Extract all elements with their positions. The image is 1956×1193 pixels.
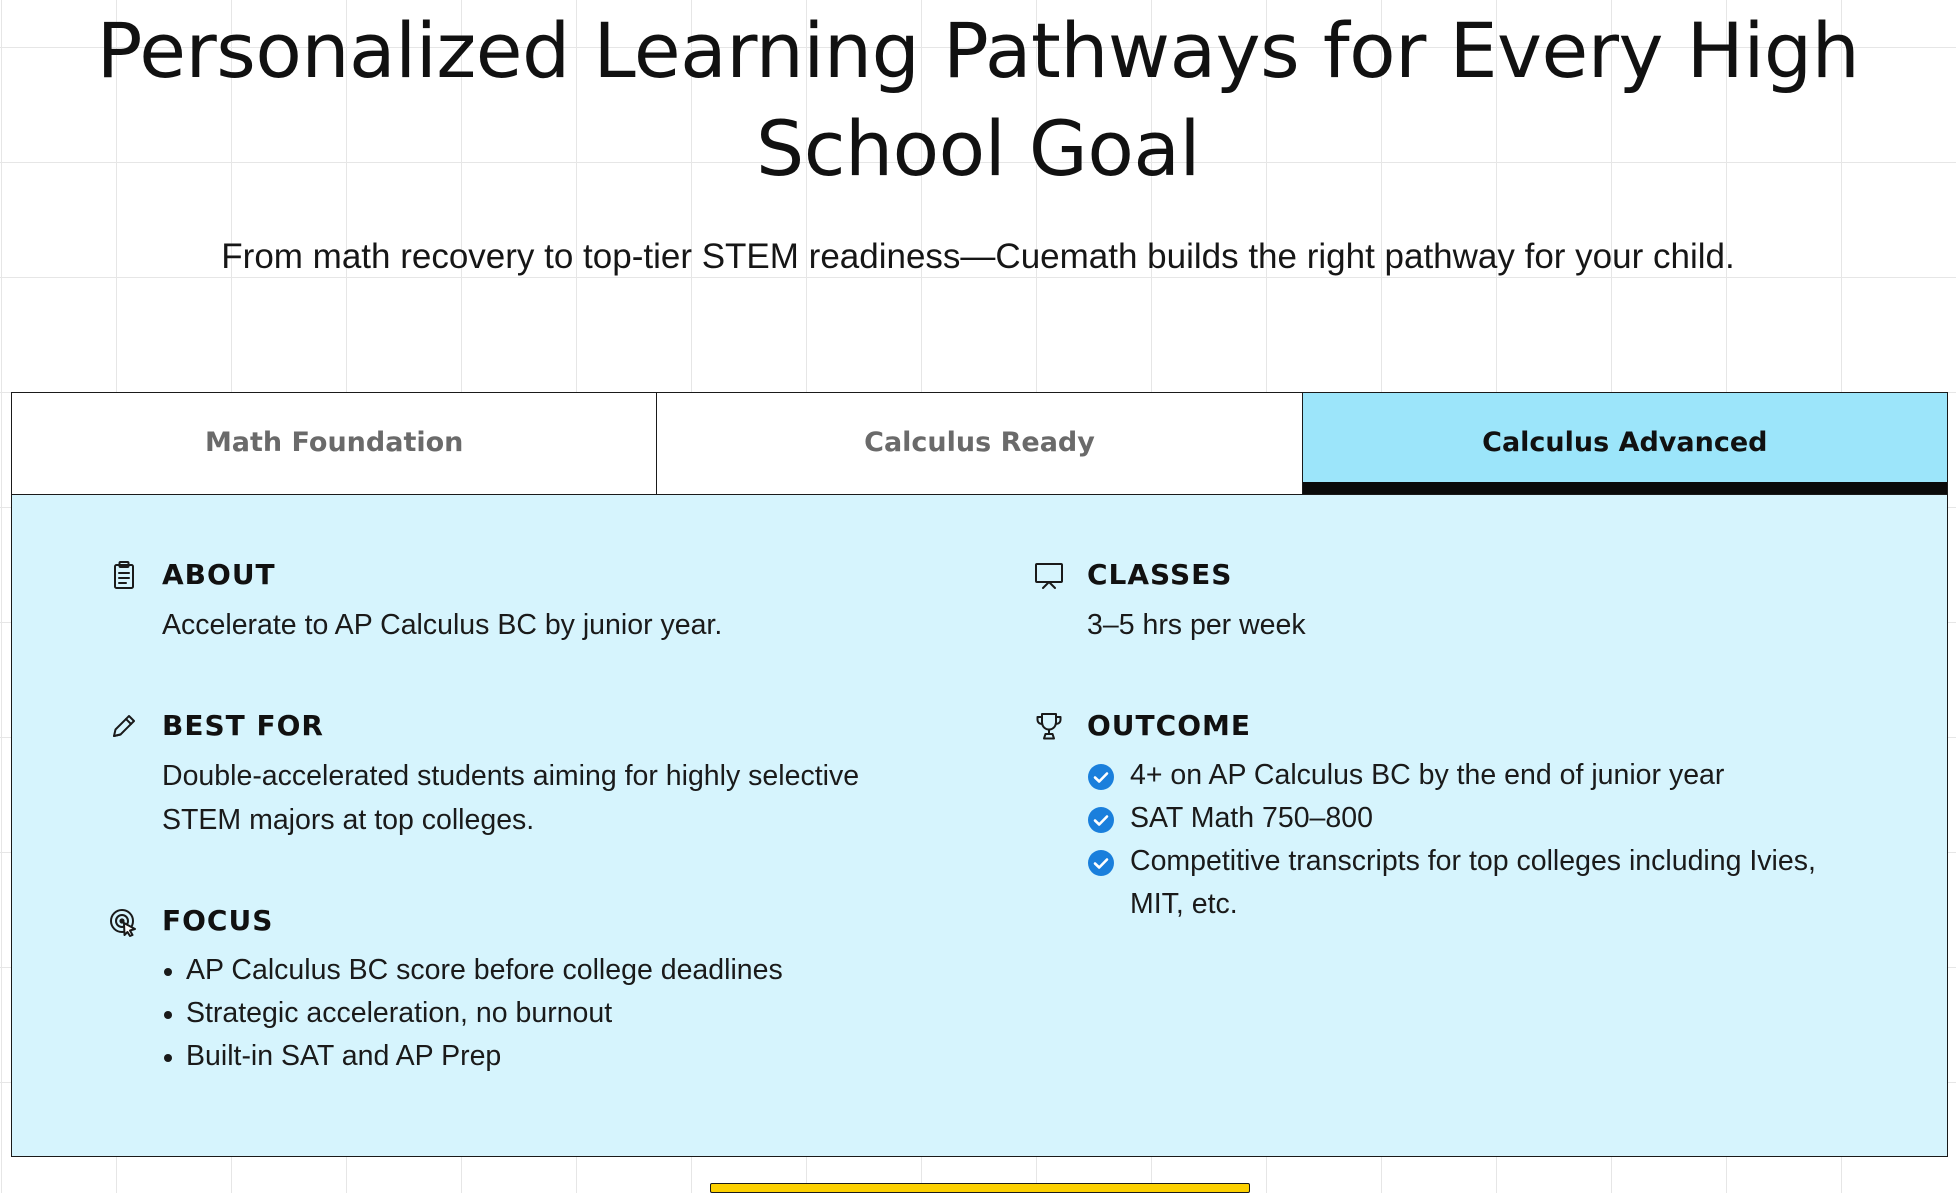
page-subtitle: From math recovery to top-tier STEM readiness—Cuemath builds the right pathway for your child. [221,237,1735,276]
clipboard-icon [108,559,140,591]
focus-heading: FOCUS [162,904,274,937]
check-circle-icon [1087,806,1115,834]
about-heading: ABOUT [162,558,276,591]
target-icon [108,905,140,937]
presentation-board-icon [1033,559,1065,591]
cta-button-edge[interactable] [710,1183,1250,1193]
trophy-icon [1033,710,1065,742]
best-for-heading: BEST FOR [162,709,324,742]
tab-calculus-ready[interactable]: Calculus Ready [657,393,1302,494]
tab-math-foundation[interactable]: Math Foundation [12,393,657,494]
outcome-list [1087,754,1827,926]
page-title: Personalized Learning Pathways for Every High School Goal [96,6,1860,193]
outcome-item-text: SAT Math 750–800 [1130,802,1373,834]
check-circle-icon [1087,849,1115,877]
list-item [1087,754,1827,797]
pathway-panel [11,392,1948,1157]
best-for-text: Double-accelerated students aiming for highly selective STEM majors at top colleges. [162,760,860,836]
pathway-tabs [12,393,1947,495]
list-item [1087,797,1827,840]
outcome-item-text: 4+ on AP Calculus BC by the end of junior year [1130,759,1725,791]
list-item [1087,840,1827,926]
tab-calculus-advanced[interactable]: Calculus Advanced [1303,393,1947,494]
list-item: Built-in SAT and AP Prep [162,1035,783,1078]
outcome-heading: OUTCOME [1087,709,1251,742]
check-circle-icon [1087,763,1115,791]
list-item: AP Calculus BC score before college deadlines [162,949,783,992]
focus-list [162,949,783,1078]
list-item: Strategic acceleration, no burnout [162,992,783,1035]
outcome-item-text: Competitive transcripts for top colleges including Ivies, MIT, etc. [1130,845,1816,920]
pencil-icon [108,710,140,742]
tab-content [12,495,1947,1155]
classes-heading: CLASSES [1087,558,1233,591]
classes-text: 3–5 hrs per week [1087,609,1306,641]
about-text: Accelerate to AP Calculus BC by junior year. [162,609,723,641]
